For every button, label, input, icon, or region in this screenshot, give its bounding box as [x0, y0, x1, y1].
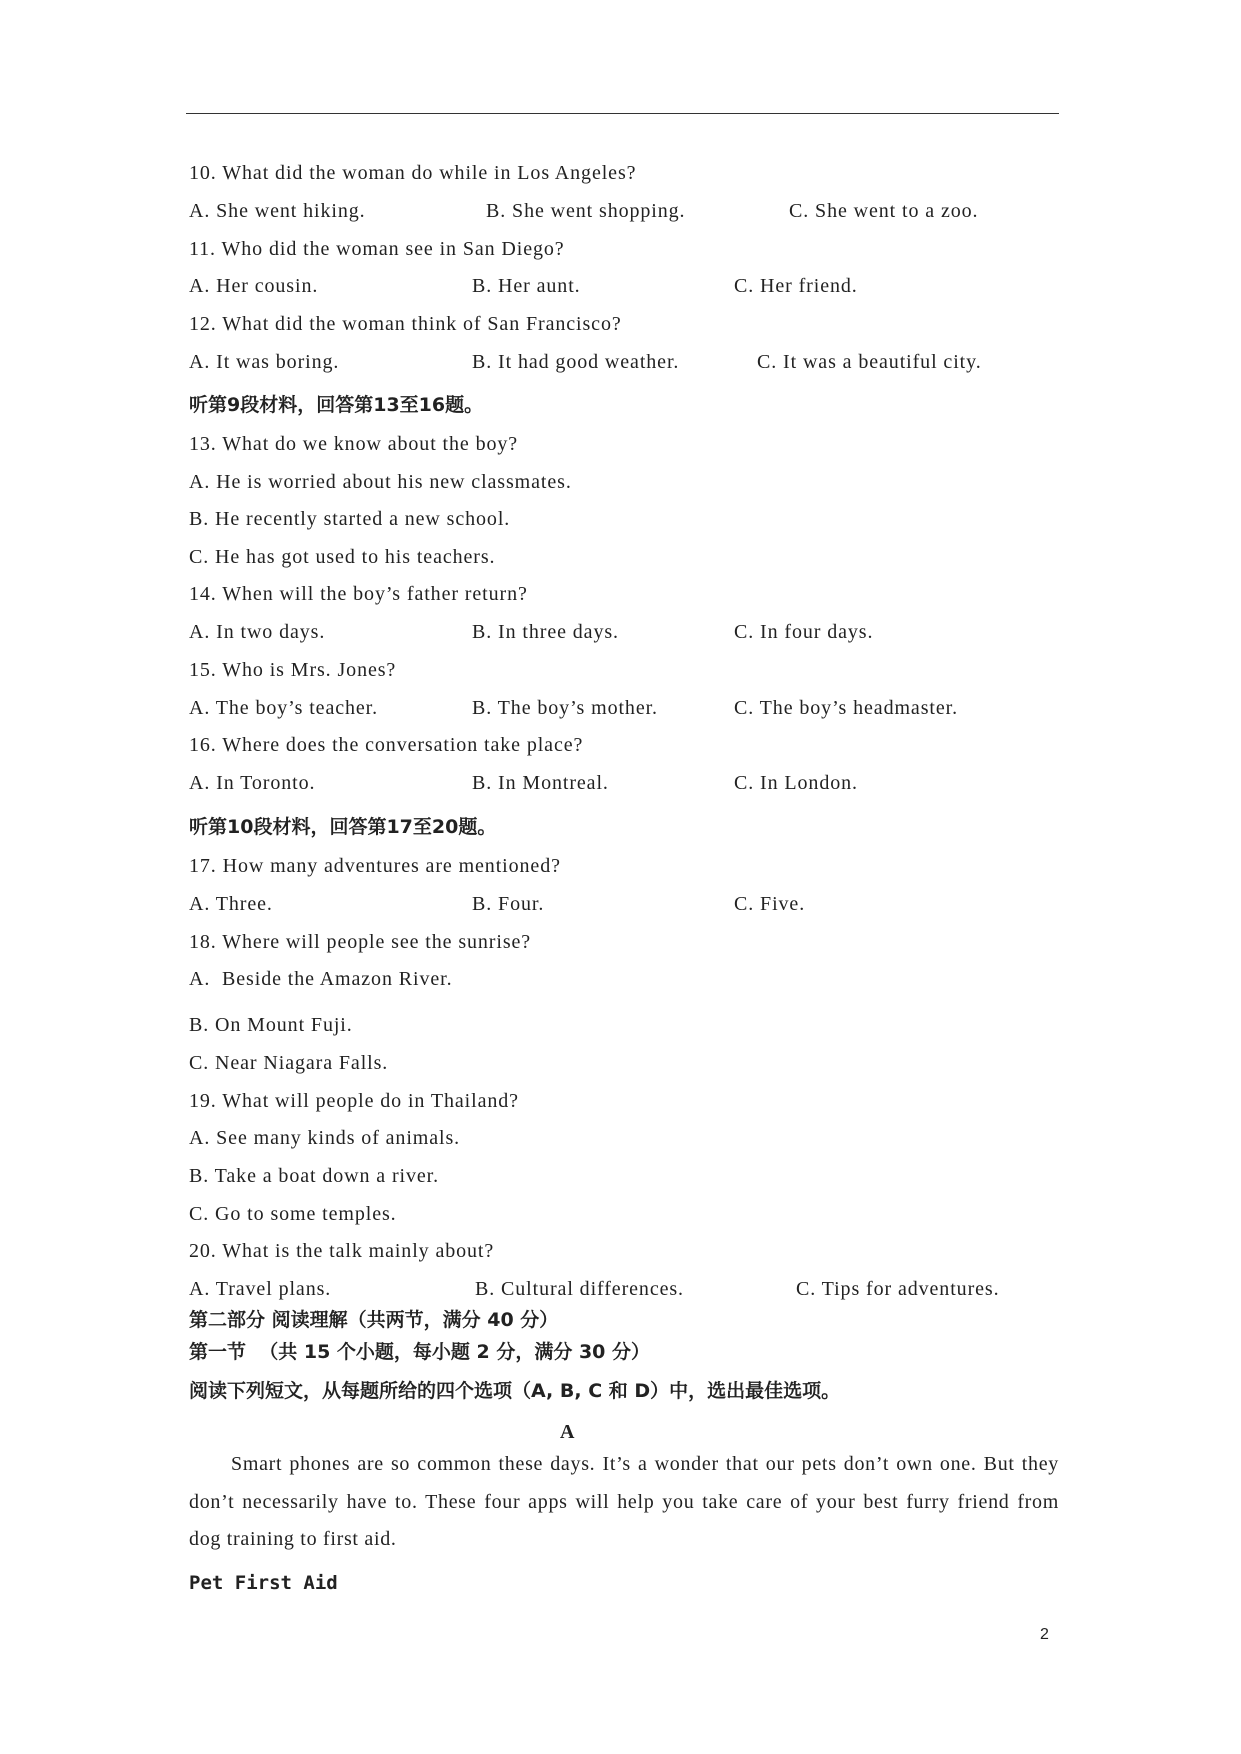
header-rule — [186, 113, 1059, 114]
question-14: 14. When will the boy’s father return? — [189, 583, 528, 605]
option-12b: B. It had good weather. — [472, 351, 680, 373]
option-18b: B. On Mount Fuji. — [189, 1014, 353, 1036]
option-15a: A. The boy’s teacher. — [189, 697, 379, 719]
option-10a: A. She went hiking. — [189, 200, 366, 222]
option-15b: B. The boy’s mother. — [472, 697, 658, 719]
option-10c: C. She went to a zoo. — [789, 200, 979, 222]
option-10b: B. She went shopping. — [486, 200, 686, 222]
question-19: 19. What will people do in Thailand? — [189, 1090, 519, 1112]
option-17b: B. Four. — [472, 893, 545, 915]
section-10-heading: 听第10段材料，回答第17至20题。 — [189, 816, 497, 838]
option-20b: B. Cultural differences. — [475, 1278, 684, 1300]
section-one-title: 第一节 （共 15 个小题，每小题 2 分，满分 30 分） — [189, 1341, 651, 1363]
question-20: 20. What is the talk mainly about? — [189, 1240, 495, 1262]
option-13a: A. He is worried about his new classmates. — [189, 471, 572, 493]
section-9-heading: 听第9段材料，回答第13至16题。 — [189, 394, 484, 416]
reading-instruction: 阅读下列短文，从每题所给的四个选项（A, B, C 和 D）中，选出最佳选项。 — [189, 1380, 841, 1402]
question-13: 13. What do we know about the boy? — [189, 433, 519, 455]
passage-label: A — [560, 1421, 575, 1443]
option-16c: C. In London. — [734, 772, 858, 794]
option-14a: A. In two days. — [189, 621, 326, 643]
pet-first-aid-subheading: Pet First Aid — [189, 1572, 338, 1594]
option-17a: A. Three. — [189, 893, 273, 915]
question-17: 17. How many adventures are mentioned? — [189, 855, 561, 877]
option-12a: A. It was boring. — [189, 351, 340, 373]
option-14c: C. In four days. — [734, 621, 874, 643]
option-19b: B. Take a boat down a river. — [189, 1165, 440, 1187]
option-16b: B. In Montreal. — [472, 772, 609, 794]
question-11: 11. Who did the woman see in San Diego? — [189, 238, 565, 260]
option-13b: B. He recently started a new school. — [189, 508, 511, 530]
option-16a: A. In Toronto. — [189, 772, 316, 794]
option-12c: C. It was a beautiful city. — [757, 351, 982, 373]
option-20c: C. Tips for adventures. — [796, 1278, 1000, 1300]
option-18a: A. Beside the Amazon River. — [189, 968, 453, 990]
question-10: 10. What did the woman do while in Los Angeles? — [189, 162, 637, 184]
option-18c: C. Near Niagara Falls. — [189, 1052, 389, 1074]
page-number: 2 — [1040, 1626, 1049, 1643]
passage-paragraph: Smart phones are so common these days. It’s a wonder that our pets don’t own one. But they don’t necessarily have to. These four apps will help you take care of your best furry friend from dog training to first aid. — [189, 1453, 1059, 1550]
question-18: 18. Where will people see the sunrise? — [189, 931, 532, 953]
option-13c: C. He has got used to his teachers. — [189, 546, 496, 568]
option-15c: C. The boy’s headmaster. — [734, 697, 958, 719]
option-11b: B. Her aunt. — [472, 275, 581, 297]
option-11c: C. Her friend. — [734, 275, 858, 297]
option-17c: C. Five. — [734, 893, 806, 915]
option-19c: C. Go to some temples. — [189, 1203, 397, 1225]
option-14b: B. In three days. — [472, 621, 619, 643]
option-11a: A. Her cousin. — [189, 275, 319, 297]
question-15: 15. Who is Mrs. Jones? — [189, 659, 397, 681]
option-20a: A. Travel plans. — [189, 1278, 332, 1300]
question-12: 12. What did the woman think of San Francisco? — [189, 313, 622, 335]
option-19a: A. See many kinds of animals. — [189, 1127, 461, 1149]
part-two-title: 第二部分 阅读理解（共两节，满分 40 分） — [189, 1309, 559, 1331]
question-16: 16. Where does the conversation take place? — [189, 734, 584, 756]
